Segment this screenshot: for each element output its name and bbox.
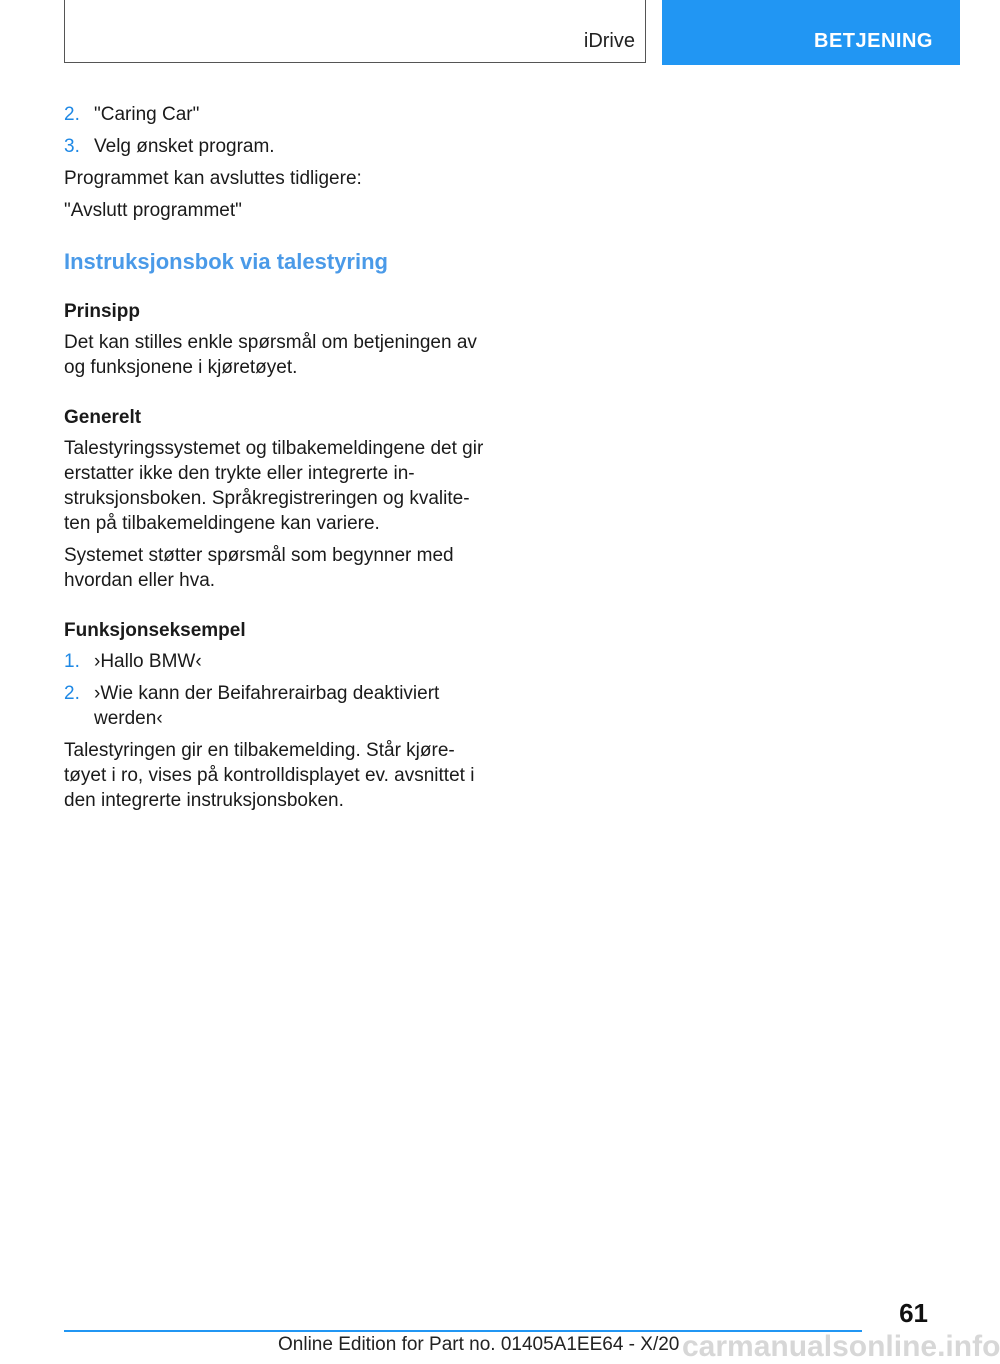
header-section-box bbox=[64, 0, 646, 63]
paragraph-general-1: Talestyringssystemet og tilbakemeldingene det gir erstatter ikke den trykte eller integrerte instruksjonsboken. Språkregistreringen og kvaliteten på tilbakemeldingene kan variere. bbox=[64, 438, 484, 534]
list-item-text: ›Wie kann der Beifahrerairbag deaktiviert werden‹ bbox=[94, 683, 440, 729]
list-item-text: Velg ønsket program. bbox=[94, 136, 275, 157]
footer-edition-text: Online Edition for Part no. 01405A1EE64 - X/20 bbox=[278, 1334, 680, 1355]
subheading-principle: Prinsipp bbox=[64, 301, 141, 322]
paragraph-end-command: "Avslutt programmet" bbox=[64, 200, 242, 221]
list-item-number: 2. bbox=[64, 683, 80, 704]
footer-watermark: carmanualsonline.info bbox=[682, 1330, 1000, 1363]
paragraph-example: Talestyringen gir en tilbakemelding. Står kjøretøyet i ro, vises på kontrolldisplayet ev. avsnittet i den integrerte instruksjonsboken. bbox=[64, 740, 475, 811]
list-item bbox=[64, 134, 484, 159]
list-item-number: 2. bbox=[64, 104, 80, 125]
header-chapter-title: BETJENING bbox=[814, 30, 933, 52]
list-item-text: "Caring Car" bbox=[94, 104, 200, 125]
list-item bbox=[64, 649, 484, 674]
paragraph-principle: Det kan stilles enkle spørsmål om betjeningen av og funksjonene i kjøretøyet. bbox=[64, 332, 477, 378]
subheading-general: Generelt bbox=[64, 407, 142, 428]
list-item bbox=[64, 681, 484, 731]
list-item-number: 3. bbox=[64, 136, 80, 157]
header-chapter-tab bbox=[662, 0, 960, 65]
list-item bbox=[64, 102, 484, 127]
header-section-title: iDrive bbox=[583, 30, 635, 52]
paragraph-general-2: Systemet støtter spørsmål som begynner med hvordan eller hva. bbox=[64, 545, 454, 591]
page-number: 61 bbox=[899, 1298, 928, 1328]
page-content bbox=[64, 102, 484, 820]
subheading-example: Funksjonseksempel bbox=[64, 620, 246, 641]
list-item-number: 1. bbox=[64, 651, 80, 672]
section-heading: Instruksjonsbok via talestyring bbox=[64, 249, 388, 274]
list-item-text: ›Hallo BMW‹ bbox=[94, 651, 202, 672]
paragraph-end-program: Programmet kan avsluttes tidligere: bbox=[64, 168, 362, 189]
